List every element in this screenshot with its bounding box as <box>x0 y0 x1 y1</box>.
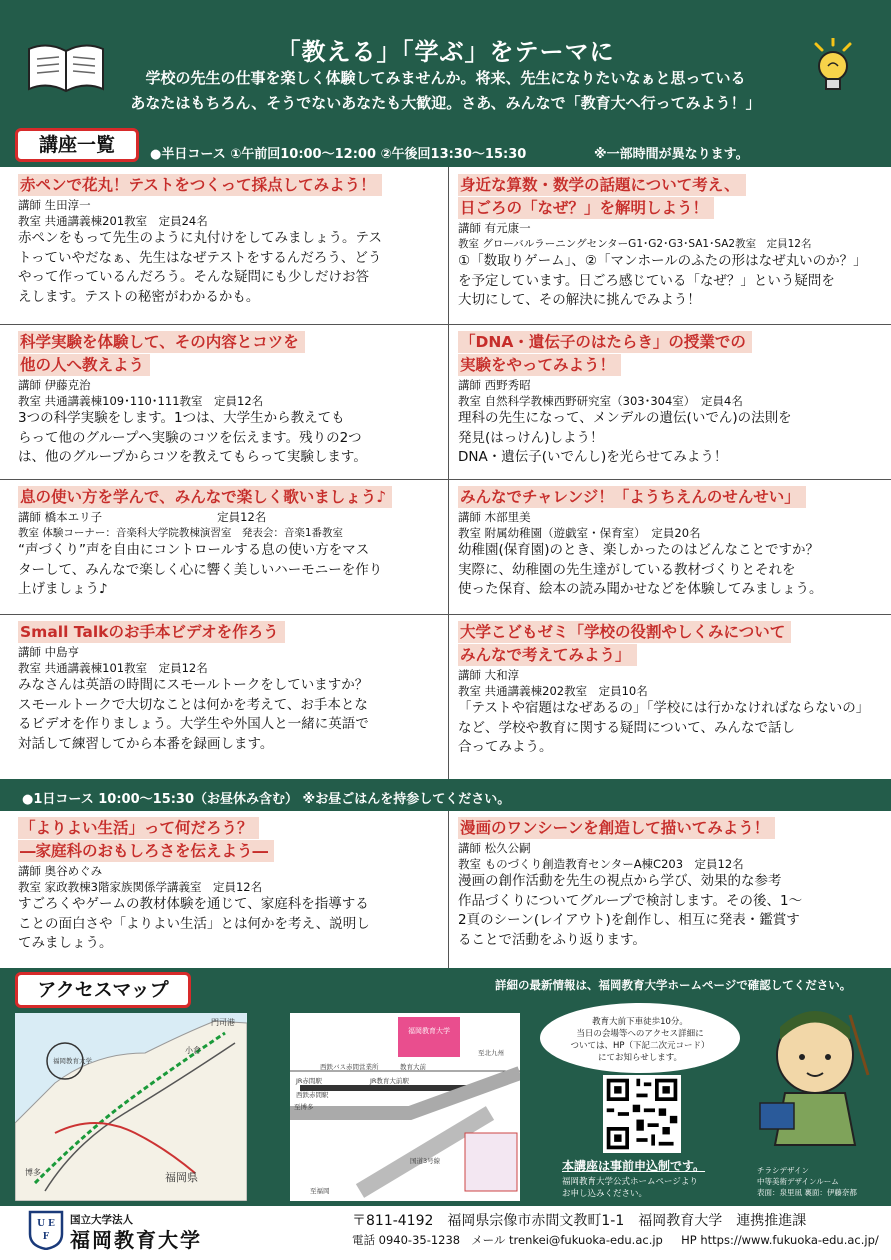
course-title: 大学こどもゼミ「学校の役割やしくみについて <box>458 621 791 643</box>
course-title: 実験をやってみよう！ <box>458 354 621 376</box>
qr-code-icon[interactable] <box>603 1075 681 1153</box>
course-room: 教室 共通講義棟201教室 定員24名 <box>18 214 208 228</box>
course-card <box>458 817 886 967</box>
course-desc: 赤ペンをもって先生のように丸付けをしてみましょう。テス トっていやだなぁ、先生はなぜテストをするんだろう、どう やって作っているんだろう。そんな疑問にも少しだけお答 えします。テストの秘密がわかるかも。 <box>18 230 382 305</box>
footer-mail[interactable]: メール trenkei@fukuoka-edu.ac.jp <box>471 1233 663 1247</box>
half-day-schedule: ●半日コース ①午前回10:00～12:00 ②午後回13:30～15:30 <box>150 147 527 162</box>
course-room: 教室 グローバルラーニングセンターG1･G2･G3･SA1･SA2教室 定員12名 <box>458 238 812 250</box>
course-instructor: 講師 中島亨 <box>18 645 80 659</box>
map-label-hakata-dir: 至博多 <box>294 1103 314 1111</box>
course-title: 「DNA・遺伝子のはたらき」の授業での <box>458 331 752 353</box>
footer-tel: 電話 0940-35-1238 <box>352 1233 461 1247</box>
course-title: みんなでチャレンジ！「ようちえんのせんせい」 <box>458 486 806 508</box>
course-card <box>18 331 443 477</box>
svg-text:F: F <box>42 1232 50 1242</box>
course-title: みんなで考えてみよう」 <box>458 644 637 666</box>
page-title: 「教える」「学ぶ」をテーマに <box>276 38 615 66</box>
regional-map <box>15 1013 247 1201</box>
map-label-jr-kyoikudai: JR教育大前駅 <box>370 1077 409 1085</box>
design-credit: チラシデザイン 中等美術デザインルーム 表面：泉里凪 裏面：伊藤奈都 <box>757 1166 857 1197</box>
course-desc: 幼稚園(保育園)のとき、楽しかったのはどんなことですか？ 実際に、幼稚園の先生達がしている教材づくりとそれを 使った保育、絵本の読み聞かせなどを体験してみましょう。 <box>458 542 823 597</box>
access-map-label: アクセスマップ <box>15 972 191 1008</box>
map-label-route: 国道3号線 <box>410 1157 441 1165</box>
grid-divider <box>0 324 891 325</box>
course-room: 教室 共通講義棟202教室 定員10名 <box>458 684 648 698</box>
course-card <box>458 621 886 777</box>
course-room: 教室 共通講義棟109･110･111教室 定員12名 <box>18 394 264 408</box>
course-card <box>458 486 886 612</box>
course-instructor: 講師 西野秀昭 <box>458 378 531 392</box>
course-title: 「よりよい生活」って何だろう？ <box>18 817 259 839</box>
local-map-svg <box>290 1013 520 1201</box>
header-subtitle-line2: あなたはもちろん、そうでないあなたも大歓迎。さあ、みんなで「教育大へ行ってみよう！」 <box>130 94 761 112</box>
course-desc: すごろくやゲームの教材体験を通じて、家庭科を指導する ことの面白さや「よりよい生活」とは何かを考え、説明し てみましょう。 <box>18 896 370 951</box>
course-title: ―家庭科のおもしろさを伝えよう― <box>18 840 274 862</box>
course-instructor: 講師 伊藤克治 <box>18 378 91 392</box>
map-label-kyoikudai: 教育大前 <box>400 1063 426 1071</box>
course-desc: 理科の先生になって、メンデルの遺伝(いでん)の法則を 発見(はっけん)しよう！ DNA・遺伝子(いでんし)を光らせてみよう！ <box>458 410 792 465</box>
course-room: 教室 自然科学教棟西野研究室（303･304室） 定員4名 <box>458 394 743 408</box>
course-title: 他の人へ教えよう <box>18 354 150 376</box>
schedule-note: ※一部時間が異なります。 <box>594 147 749 162</box>
apply-notice <box>562 1157 762 1200</box>
course-instructor: 講師 松久公嗣 <box>458 841 531 855</box>
course-desc: みなさんは英語の時間にスモールトークをしていますか？ スモールトークで大切なことは何かを考えて、お手本とな るビデオを作りましょう。大学生や外国人と一緒に英語で 対話して練習してから本番を録画します。 <box>18 677 369 752</box>
map-label-station: 至福岡 <box>310 1187 330 1195</box>
grid-divider-vertical <box>448 167 449 779</box>
course-instructor: 講師 奥谷めぐみ <box>18 864 103 878</box>
course-title: 日ごろの「なぜ？」を解明しよう！ <box>458 197 714 219</box>
svg-text:U E: U E <box>37 1219 55 1229</box>
course-card <box>458 331 886 477</box>
full-day-schedule: ●1日コース 10:00～15:30（お昼休み含む） ※お昼ごはんを持参してください。 <box>22 792 511 807</box>
course-room: 教室 家政教棟3階家族関係学講義室 定員12名 <box>18 880 263 894</box>
course-card <box>18 817 443 967</box>
course-room: 教室 附属幼稚園（遊戯室・保育室） 定員20名 <box>458 526 701 540</box>
course-instructor: 講師 木部里美 <box>458 510 531 524</box>
grid-divider <box>0 479 891 480</box>
course-title: 赤ペンで花丸！テストをつくって採点してみよう！ <box>18 174 382 196</box>
course-instructor: 講師 橋本エリ子 定員12名 <box>18 510 267 524</box>
course-desc: 3つの科学実験をします。1つは、大学生から教えても らって他のグループへ実験のコツを伝えます。残りの2つ は、他のグループからコツを教えてもらって実験します。 <box>18 410 367 465</box>
header-banner <box>0 0 891 125</box>
grid-divider-vertical <box>448 811 449 968</box>
map-label-univ: 福岡教育大学 <box>53 1057 92 1065</box>
course-desc: ①「数取りゲーム」、②「マンホールのふたの形はなぜ丸いのか？」 を予定しています。日ごろ感じている「なぜ？」という疑問を 大切にして、その解決に挑んでみよう！ <box>458 253 867 308</box>
course-instructor: 講師 有元康一 <box>458 221 531 235</box>
course-title: 漫画のワンシーンを創造して描いてみよう！ <box>458 817 775 839</box>
course-title: 身近な算数・数学の話題について考え、 <box>458 174 746 196</box>
course-card <box>458 174 886 322</box>
header-subtitle-line1: 学校の先生の仕事を楽しく体験してみませんか。将来、先生になりたいなぁと思っている <box>145 69 746 87</box>
apply-sub: 福岡教育大学公式ホームページより お申し込みください。 <box>562 1177 698 1199</box>
org-name: 福岡教育大学 <box>70 1228 202 1252</box>
map-label-hakata: 博多 <box>25 1168 41 1177</box>
regional-map-svg <box>15 1013 247 1201</box>
map-label-prefecture: 福岡県 <box>165 1171 198 1184</box>
course-title: Small Talkのお手本ビデオを作ろう <box>18 621 285 643</box>
map-label-jr-akama: JR赤間駅 <box>296 1077 322 1085</box>
access-note-bubble: 教育大前下車徒歩10分。 当日の会場等へのアクセス詳細に ついては、HP（下記二次元コード） にてお知らせします。 <box>540 1003 740 1073</box>
course-room: 教室 ものづくり創造教育センターA棟C203 定員12名 <box>458 857 744 871</box>
course-room: 教室 体験コーナー：音楽科大学院教棟演習室 発表会：音楽1番教室 <box>18 527 344 539</box>
course-card <box>18 621 443 777</box>
university-logo-icon <box>28 1210 64 1250</box>
footer-hp-link[interactable]: HP https://www.fukuoka-edu.ac.jp/ <box>681 1233 879 1247</box>
course-desc: 「テストや宿題はなぜあるの」「学校には行かなければならないの」 など、学校や教育に関する疑問について、みんなで話し 合ってみよう。 <box>458 700 870 755</box>
course-desc: 漫画の創作活動を先生の視点から学び、効果的な参考 作品づくりについてグループで検討します。その後、1～ 2頁のシーン(レイアウト)を創作し、相互に発表・鑑賞す ることで活動をふり返ります。 <box>458 873 803 948</box>
course-card <box>18 174 443 322</box>
footer-address: 〒811-4192 福岡県宗像市赤間文教町1-1 福岡教育大学 連携推進課 <box>352 1213 807 1229</box>
course-title: 科学実験を体験して、その内容とコツを <box>18 331 305 353</box>
course-card <box>18 486 443 612</box>
course-instructor: 講師 大和淳 <box>458 668 520 682</box>
map-label-kitakyushu: 至北九州 <box>478 1049 504 1057</box>
lightbulb-icon <box>808 38 858 96</box>
course-room: 教室 共通講義棟101教室 定員12名 <box>18 661 208 675</box>
grid-divider <box>0 614 891 615</box>
local-map <box>290 1013 520 1201</box>
apply-main: 本講座は事前申込制です。 <box>562 1159 706 1173</box>
lecture-list-label: 講座一覧 <box>15 128 139 162</box>
map-label-bus: 西鉄バス赤間営業所 <box>320 1063 379 1071</box>
org-type: 国立大学法人 <box>70 1214 133 1226</box>
course-instructor: 講師 生田淳一 <box>18 198 91 212</box>
access-info: 詳細の最新情報は、福岡教育大学ホームページで確認してください。 <box>495 978 852 992</box>
course-title: 息の使い方を学んで、みんなで楽しく歌いましょう♪ <box>18 486 392 508</box>
map-label-univ: 福岡教育大学 <box>408 1027 450 1035</box>
course-desc: “声づくり”声を自由にコントロールする息の使い方をマス ターして、みんなで楽しく心に響く美しいハーモニーを作り 上げましょう♪ <box>18 542 383 597</box>
map-label-nishitetsu: 西鉄赤間駅 <box>296 1091 329 1099</box>
mascot-icon <box>750 995 880 1160</box>
map-label-mojiko: 門司港 <box>211 1018 235 1027</box>
map-label-kokura: 小倉 <box>185 1046 201 1055</box>
footer-contact <box>352 1232 879 1248</box>
